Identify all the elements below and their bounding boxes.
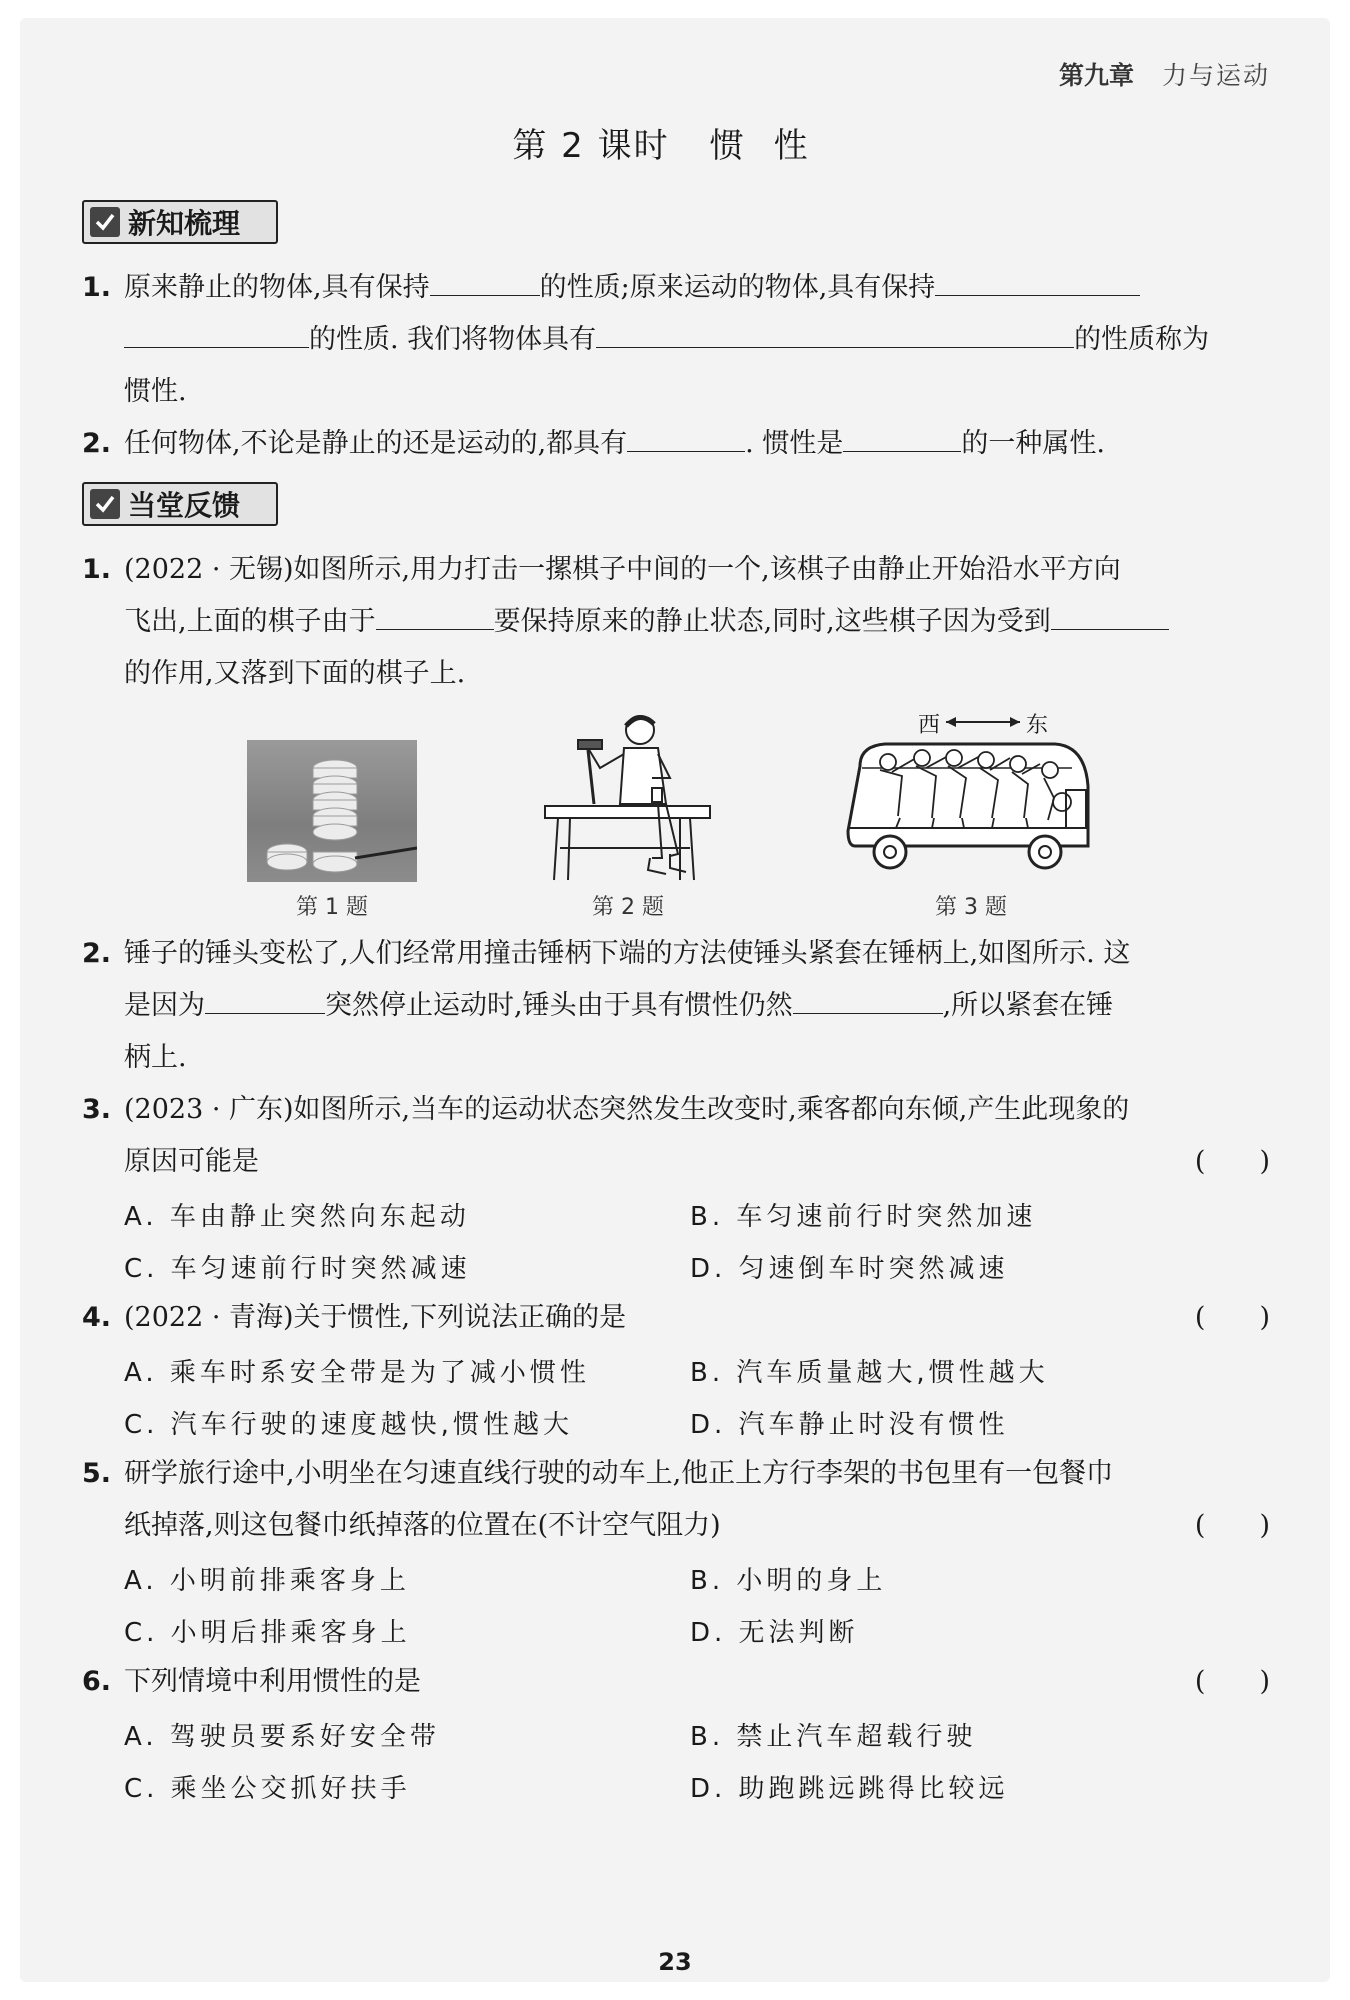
feedback-question-2	[82, 928, 1270, 1084]
option-d[interactable]: D. 无法判断	[690, 1618, 859, 1648]
answer-blank[interactable]	[205, 983, 325, 1014]
question-number: 2.	[82, 938, 112, 969]
east-label: 东	[1026, 713, 1049, 738]
question-text: (2022 · 青海)关于惯性,下列说法正确的是	[124, 1302, 627, 1333]
question-text: 任何物体,不论是静止的还是运动的,都具有	[124, 428, 628, 459]
option-a[interactable]: A. 车由静止突然向东起动	[124, 1202, 470, 1232]
direction-indicator	[918, 708, 1048, 736]
question-text: 的作用,又落到下面的棋子上.	[124, 658, 466, 689]
option-b[interactable]: B. 车匀速前行时突然加速	[690, 1202, 1037, 1232]
figure-2-caption: 第 2 题	[592, 895, 664, 920]
answer-blank[interactable]	[627, 421, 745, 452]
checkmark-icon	[90, 489, 120, 519]
knowledge-question-1	[82, 262, 1270, 418]
option-a[interactable]: A. 驾驶员要系好安全带	[124, 1722, 440, 1752]
option-a[interactable]: A. 乘车时系安全带是为了减小惯性	[124, 1358, 590, 1388]
section-badge-feedback	[82, 482, 278, 526]
feedback-question-4	[82, 1292, 1270, 1344]
question-number: 2.	[82, 428, 112, 459]
page-number: 23	[658, 1948, 692, 1976]
question-text: 柄上.	[124, 1042, 187, 1073]
checkmark-icon	[90, 207, 120, 237]
section-badge-new-knowledge	[82, 200, 278, 244]
option-c[interactable]: C. 汽车行驶的速度越快,惯性越大	[124, 1410, 573, 1440]
answer-blank[interactable]	[430, 265, 540, 296]
option-d[interactable]: D. 匀速倒车时突然减速	[690, 1254, 1009, 1284]
option-a[interactable]: A. 小明前排乘客身上	[124, 1566, 410, 1596]
answer-parentheses[interactable]: ( )	[1194, 1302, 1270, 1333]
feedback-question-6	[82, 1656, 1270, 1708]
question-number: 1.	[82, 554, 112, 585]
knowledge-question-2	[82, 418, 1270, 470]
question-text: 的性质;原来运动的物体,具有保持	[539, 272, 936, 303]
question-number: 1.	[82, 272, 112, 303]
figure-3-caption: 第 3 题	[935, 895, 1007, 920]
figure-1-caption: 第 1 题	[296, 895, 368, 920]
section-label: 力与运动	[1161, 61, 1270, 90]
figure-2-hammer-man	[540, 708, 715, 883]
question-text: 原因可能是	[124, 1146, 259, 1177]
answer-parentheses[interactable]: ( )	[1194, 1666, 1270, 1697]
question-text: (2023 · 广东)如图所示,当车的运动状态突然发生改变时,乘客都向东倾,产生此现象的	[124, 1094, 1130, 1125]
running-header	[1059, 56, 1270, 92]
answer-blank[interactable]	[843, 421, 961, 452]
answer-blank[interactable]	[124, 317, 309, 348]
option-c[interactable]: C. 小明后排乘客身上	[124, 1618, 411, 1648]
question-number: 6.	[82, 1666, 112, 1697]
question-text: 是因为	[124, 990, 205, 1021]
section-title: 当堂反馈	[128, 489, 241, 522]
answer-blank[interactable]	[793, 983, 943, 1014]
option-b[interactable]: B. 禁止汽车超载行驶	[690, 1722, 977, 1752]
lesson-topic: 惯性	[709, 126, 838, 166]
question-text: 的一种属性.	[961, 428, 1105, 459]
lesson-number: 第 2 课时	[512, 126, 670, 166]
option-b[interactable]: B. 汽车质量越大,惯性越大	[690, 1358, 1049, 1388]
answer-parentheses[interactable]: ( )	[1194, 1510, 1270, 1541]
question-text: (2022 · 无锡)如图所示,用力打击一摞棋子中间的一个,该棋子由静止开始沿水平方向	[124, 554, 1121, 585]
answer-blank[interactable]	[376, 599, 494, 630]
figure-1-chess-stack	[247, 740, 417, 882]
question-text: 惯性.	[124, 376, 187, 407]
question-text: 的性质称为	[1074, 324, 1210, 355]
double-arrow-icon	[942, 712, 1024, 732]
question-number: 4.	[82, 1302, 112, 1333]
question-text: 的性质. 我们将物体具有	[309, 324, 597, 355]
question-text: 下列情境中利用惯性的是	[124, 1666, 421, 1697]
lesson-title	[0, 118, 1350, 167]
chapter-label: 第九章	[1058, 61, 1134, 90]
question-number: 3.	[82, 1094, 112, 1125]
option-d[interactable]: D. 助跑跳远跳得比较远	[690, 1774, 1009, 1804]
question-text: . 惯性是	[745, 428, 844, 459]
option-d[interactable]: D. 汽车静止时没有惯性	[690, 1410, 1009, 1440]
answer-parentheses[interactable]: ( )	[1194, 1146, 1270, 1177]
question-number: 5.	[82, 1458, 112, 1489]
option-b[interactable]: B. 小明的身上	[690, 1566, 887, 1596]
answer-blank[interactable]	[935, 265, 1140, 296]
feedback-question-5	[82, 1448, 1270, 1552]
option-c[interactable]: C. 乘坐公交抓好扶手	[124, 1774, 411, 1804]
west-label: 西	[918, 713, 941, 738]
feedback-question-1	[82, 544, 1270, 700]
question-text: 锤子的锤头变松了,人们经常用撞击锤柄下端的方法使锤头紧套在锤柄上,如图所示. 这	[124, 938, 1131, 969]
option-c[interactable]: C. 车匀速前行时突然减速	[124, 1254, 471, 1284]
question-text: 突然停止运动时,锤头由于具有惯性仍然	[325, 990, 793, 1021]
answer-blank[interactable]	[1051, 599, 1169, 630]
question-text: 研学旅行途中,小明坐在匀速直线行驶的动车上,他正上方行李架的书包里有一包餐巾	[124, 1458, 1114, 1489]
feedback-question-3	[82, 1084, 1270, 1188]
question-text: 飞出,上面的棋子由于	[124, 606, 376, 637]
question-text: ,所以紧套在锤	[942, 990, 1114, 1021]
question-text: 纸掉落,则这包餐巾纸掉落的位置在(不计空气阻力)	[124, 1510, 721, 1541]
section-title: 新知梳理	[128, 207, 241, 240]
answer-blank[interactable]	[596, 317, 1074, 348]
question-text: 原来静止的物体,具有保持	[124, 272, 430, 303]
question-text: 要保持原来的静止状态,同时,这些棋子因为受到	[493, 606, 1051, 637]
